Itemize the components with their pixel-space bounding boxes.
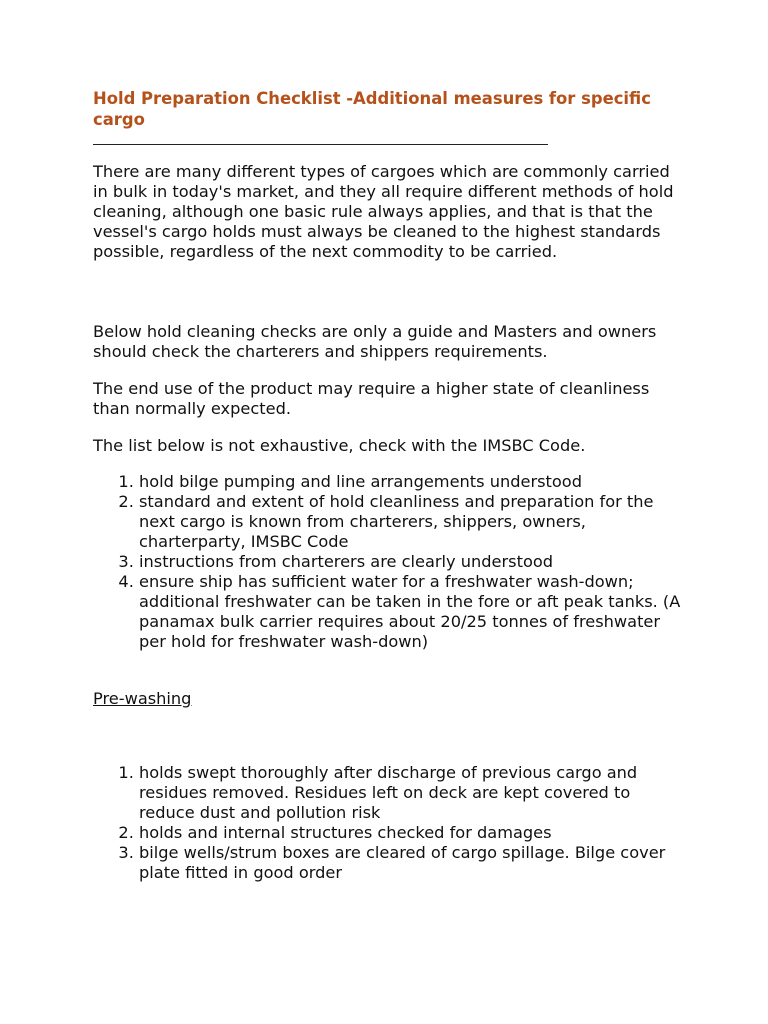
title-underline-rule [93, 144, 548, 145]
intro-paragraph: There are many different types of cargoes which are commonly carried in bulk in today's market, and they all require different methods of hold cleaning, although one basic rule always applies, and that is that the vessel's cargo holds must always be cleaned to the highest standards possible, regardless of the next commodity to be carried. [93, 162, 674, 261]
list-item: 1. holds swept thoroughly after discharge of previous cargo and residues removed. Residues left on deck are kept covered to reduce dust and pollution risk [139, 763, 683, 823]
prewashing-checks-list [93, 763, 683, 883]
document-page [93, 88, 683, 883]
list-item: 3. instructions from charterers are clearly understood [139, 552, 683, 572]
prewashing-heading: Pre-washing [93, 689, 192, 708]
end-use-paragraph: The end use of the product may require a higher state of cleanliness than normally expected. [93, 379, 650, 418]
list-item: 4. ensure ship has sufficient water for a freshwater wash-down; additional freshwater can be taken in the fore or aft peak tanks. (A panamax bulk carrier requires about 20/25 tonnes of freshwater per hold for freshwater wash-down) [139, 572, 683, 652]
guide-note-paragraph: Below hold cleaning checks are only a guide and Masters and owners should check the charterers and shippers requirements. [93, 322, 657, 361]
list-item: 2. standard and extent of hold cleanliness and preparation for the next cargo is known from charterers, shippers, owners, charterparty, IMSBC Code [139, 492, 683, 552]
list-item: 2. holds and internal structures checked for damages [139, 823, 683, 843]
list-item: 1. hold bilge pumping and line arrangements understood [139, 472, 683, 492]
document-title: Hold Preparation Checklist -Additional measures for specific cargo [93, 89, 651, 129]
list-note-paragraph: The list below is not exhaustive, check with the IMSBC Code. [93, 436, 586, 455]
list-item: 3. bilge wells/strum boxes are cleared of cargo spillage. Bilge cover plate fitted in good order [139, 843, 683, 883]
general-checks-list [93, 472, 683, 652]
